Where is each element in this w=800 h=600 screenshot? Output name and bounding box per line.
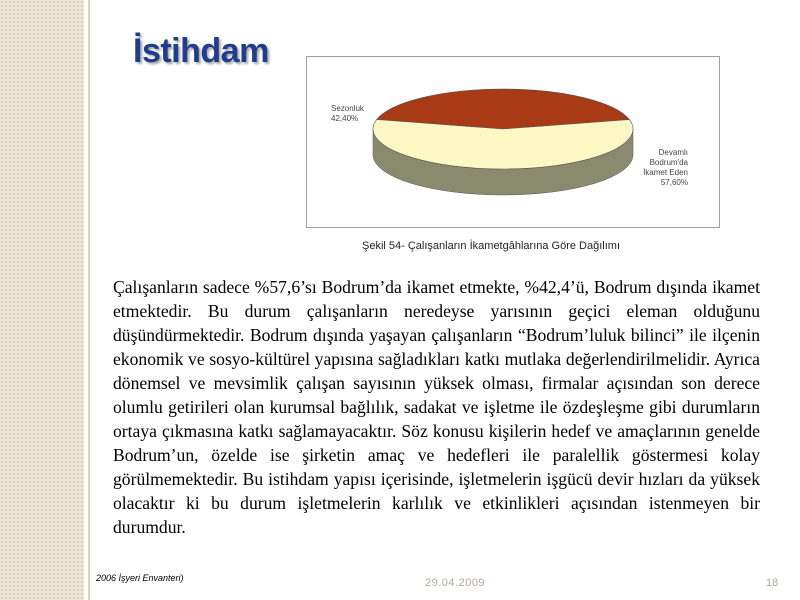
decorative-divider-line [88, 0, 90, 600]
page-number: 18 [766, 577, 779, 589]
body-paragraph: Çalışanların sadece %57,6’sı Bodrum’da ikamet etmekte, %42,4’ü, Bodrum dışında ikamet etmektedir. Bu durum çalışanların neredeyse yarısının geçici eleman olduğunu düşündürmektedir. Bodrum dışında yaşayan çalışanların “Bodrum’luluk bilinci” ile ilçenin ekonomik ve sosyo-kültürel yapısına sağladıkları katkı mutlaka değerlendirilmelidir. Ayrıca dönemsel ve mevsimlik çalışan sayısının yüksek olması, firmalar açısından son derece olumlu getirileri olan kurumsal bağlılık, sadakat ve işletme ile özdeşleşme gibi durumların ortaya çıkmasına katkı sağlamayacaktır. Söz konusu kişilerin hedef ve amaçlarının genelde Bodrum’un, özelde ise şirketin amaç ve hedefleri ile paralellik göstermesi kolay görülmemektedir. Bu istihdam yapısı içerisinde, işletmelerin işgücü devir hızları da yüksek olacaktır ki bu durum işletmelerin karlılık ve etkinlikleri açısından istenmeyen bir durumdur. [113, 277, 760, 537]
footer-date: 29.04.2009 [425, 577, 486, 589]
pie-label-0: Sezonluk 42,40% [331, 104, 364, 123]
pie-label-1: Devamlı Bodrum'da İkamet Eden 57,60% [643, 148, 688, 187]
footer-source: 2006 İşyeri Envanteri) [96, 573, 184, 583]
figure-caption: Şekil 54- Çalışanların İkametgâhlarına Göre Dağılımı [362, 240, 621, 252]
pie-chart [307, 57, 719, 227]
decorative-side-band [0, 0, 84, 600]
pie-chart-figure [306, 56, 720, 228]
slide-title: İstihdam [133, 32, 269, 70]
